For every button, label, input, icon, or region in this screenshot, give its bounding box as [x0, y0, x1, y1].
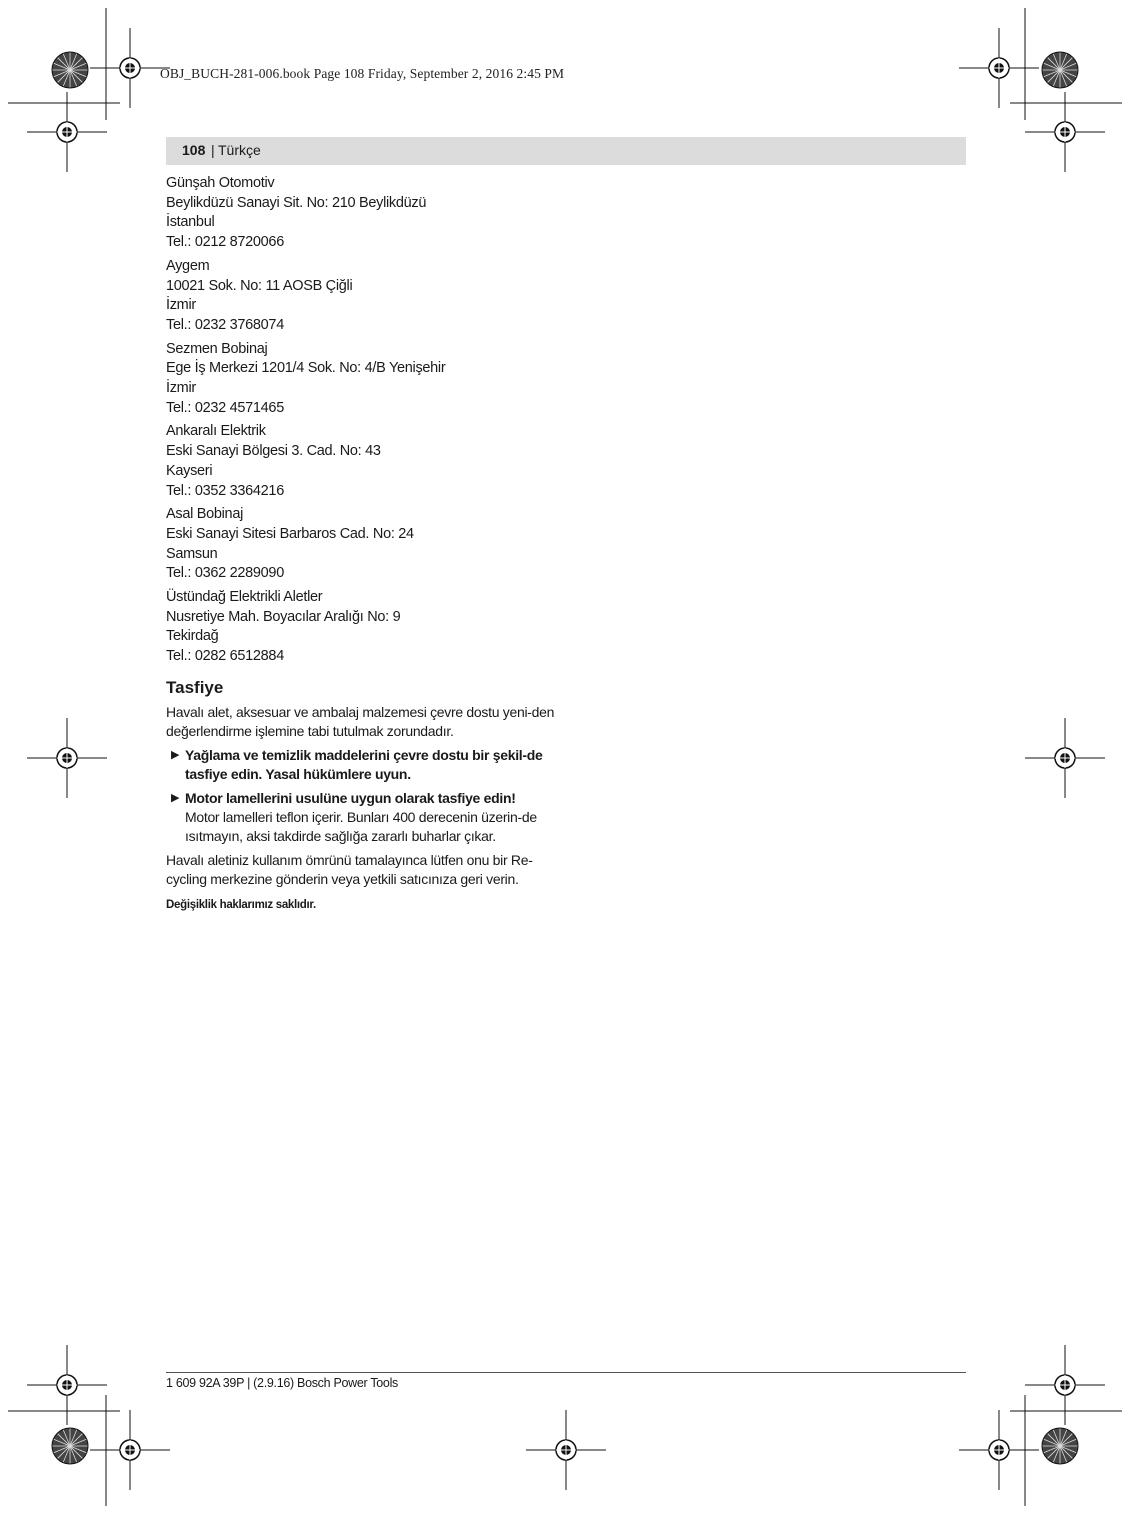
- page-header: [166, 137, 966, 165]
- bullet-text: Motor lamelleri teflon içerir. Bunları 400 derecenin üzerin-de ısıtmayın, aksi takdirde sağlığa zararlı buharlar çıkar.: [185, 808, 537, 844]
- contact-city: İzmir: [166, 297, 196, 314]
- contact-city: Tekirdağ: [166, 628, 219, 645]
- contact-phone: Tel.: 0232 3768074: [166, 316, 284, 333]
- contact-city: Kayseri: [166, 462, 213, 479]
- section-heading-disposal: Tasfiye: [166, 677, 224, 697]
- contact-entry: [166, 422, 566, 501]
- contact-address: Nusretiye Mah. Boyacılar Aralığı No: 9: [166, 608, 401, 625]
- bullet-text-bold: Motor lamellerini usulüne uygun olarak tasfiye edin!: [185, 789, 516, 806]
- contact-name: Ankaralı Elektrik: [166, 423, 266, 440]
- rights-reserved-note: Değişiklik haklarımız saklıdır.: [166, 898, 316, 911]
- section-name: Türkçe: [218, 142, 261, 158]
- contact-name: Asal Bobinaj: [166, 506, 244, 523]
- contact-address: Eski Sanayi Bölgesi 3. Cad. No: 43: [166, 443, 381, 460]
- contact-phone: Tel.: 0232 4571465: [166, 399, 284, 416]
- triangle-bullet-icon: ▶: [171, 791, 180, 804]
- bullet-item: [166, 789, 566, 846]
- contact-address: 10021 Sok. No: 11 AOSB Çiğli: [166, 277, 353, 294]
- contact-phone: Tel.: 0212 8720066: [166, 234, 284, 251]
- contact-address: Beylikdüzü Sanayi Sit. No: 210 Beylikdüzü: [166, 194, 427, 211]
- contact-city: İzmir: [166, 380, 196, 397]
- bullet-text-bold: Yağlama ve temizlik maddelerini çevre dostu bir şekil-de tasfiye edin. Yasal hükümlere uyun.: [185, 746, 543, 782]
- page-footer: 1 609 92A 39P | (2.9.16) Bosch Power Tools: [166, 1376, 399, 1390]
- contact-entry: [166, 257, 566, 336]
- contact-entry: [166, 340, 566, 419]
- contact-phone: Tel.: 0282 6512884: [166, 648, 284, 665]
- print-slug: OBJ_BUCH-281-006.book Page 108 Friday, September 2, 2016 2:45 PM: [160, 66, 565, 81]
- disposal-intro: Havalı alet, aksesuar ve ambalaj malzemesi çevre dostu yeni-den değerlendirme işlemine tabi tutulmak zorundadır.: [166, 703, 555, 739]
- contact-phone: Tel.: 0352 3364216: [166, 482, 284, 499]
- contact-entry: [166, 588, 566, 667]
- contact-address: Eski Sanayi Sitesi Barbaros Cad. No: 24: [166, 525, 414, 542]
- header-separator: |: [211, 142, 215, 158]
- disposal-outro: Havalı aletiniz kullanım ömrünü tamalayınca lütfen onu bir Re-cycling merkezine gönderin veya yetkili satıcınıza geri verin.: [166, 851, 533, 887]
- main-content: [166, 174, 566, 913]
- contact-city: İstanbul: [166, 214, 215, 231]
- contact-city: Samsun: [166, 545, 218, 562]
- contact-name: Günşah Otomotiv: [166, 175, 275, 191]
- contact-name: Sezmen Bobinaj: [166, 340, 268, 357]
- contact-address: Ege İş Merkezi 1201/4 Sok. No: 4/B Yenişehir: [166, 360, 446, 377]
- bullet-item: [166, 746, 566, 784]
- contact-name: Üstündağ Elektrikli Aletler: [166, 589, 323, 606]
- contact-entry: [166, 174, 566, 253]
- triangle-bullet-icon: ▶: [171, 748, 180, 761]
- contact-name: Aygem: [166, 257, 210, 274]
- contact-entry: [166, 505, 566, 584]
- footer-divider: [166, 1372, 966, 1373]
- contact-phone: Tel.: 0362 2289090: [166, 565, 284, 582]
- page-number: 108: [182, 142, 206, 158]
